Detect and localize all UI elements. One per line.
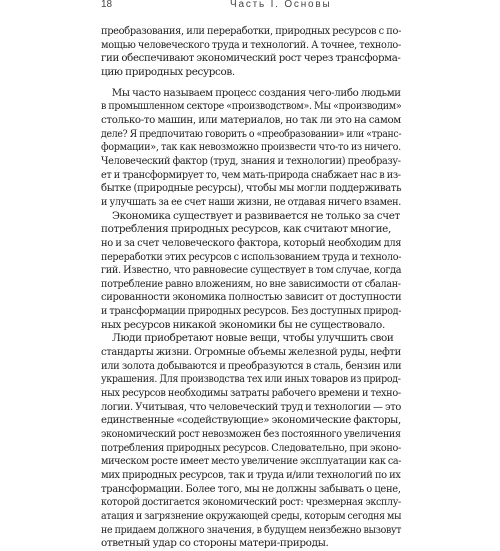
body-text — [101, 25, 401, 551]
text-line: атация и загрязнение окружающей среды, которым сегодня мы — [101, 509, 402, 522]
text-line: в промышленном секторе «производством». Мы «производим» — [101, 100, 402, 113]
text-line: не придаем должного значения, в будущем неизбежно вызовут — [101, 523, 402, 536]
text-line: формации», так как невозможно произвести что-то из ничего. — [101, 141, 401, 154]
text-line: и трансформации природных ресурсов. Без доступных природ- — [101, 305, 402, 318]
text-line: ных ресурсов необходимы затраты рабочего времени и техно- — [101, 387, 401, 400]
text-line: Мы часто называем процесс создания чего-либо людьми — [111, 86, 401, 99]
text-line: мощью человеческого труда и технологий. А точнее, техноло- — [101, 38, 401, 51]
text-line: бытке (природные ресурсы), чтобы мы могли поддерживать — [101, 182, 402, 195]
paragraph — [101, 210, 401, 333]
text-line: переработки этих ресурсов с использованием труда и техноло- — [101, 250, 402, 263]
text-line: и улучшать за ее счет наши жизни, не отдавая ничего взамен. — [101, 195, 402, 208]
text-line: ет и трансформирует то, чем мать-природа снабжает нас в из- — [101, 168, 401, 181]
text-line: потребления природных ресурсов. Следовательно, при эконо- — [101, 441, 401, 454]
text-line: логии. Учитывая, что человеческий труд и технологии — это — [101, 400, 402, 413]
text-line: ных ресурсов никакой экономики бы не существовало. — [101, 318, 385, 331]
paragraph-gap — [101, 80, 401, 87]
text-line: мическом росте имеет место увеличение эксплуатации как са- — [101, 455, 402, 468]
text-line: Люди приобретают новые вещи, чтобы улучшить свои — [112, 332, 394, 345]
text-line: ответный удар со стороны матери-природы. — [101, 537, 329, 550]
text-line: экономический рост невозможен без постоянного увеличения — [101, 428, 401, 441]
text-line: которой достигается экономический рост: чрезмерная эксплу- — [101, 496, 401, 509]
text-line: сированности экономика полностью зависит от доступности — [101, 291, 402, 304]
text-line: гий. Известно, что равновесие существует в том случае, когда — [101, 264, 402, 277]
text-line: но и за счет человеческого фактора, который необходим для — [101, 236, 402, 249]
text-line: стандарты жизни. Огромные объемы железной руды, нефти — [101, 346, 401, 359]
text-line: цию природных ресурсов. — [101, 65, 235, 78]
text-line: потребления природных ресурсов, как считают многие, — [101, 223, 391, 236]
text-line: Человеческий фактор (труд, знания и технологии) преобразу- — [101, 154, 401, 167]
text-line: украшения. Для производства тех или иных товаров из природ- — [101, 373, 401, 386]
page-number: 18 — [101, 0, 113, 10]
part-title: Часть I. Основы — [230, 0, 332, 10]
text-line: преобразования, или переработки, природных ресурсов с по- — [101, 25, 402, 37]
running-head — [0, 0, 500, 12]
paragraph — [101, 332, 401, 551]
text-line: гии обеспечивают экономический рост через трансформа- — [101, 52, 401, 65]
text-line: мих природных ресурсов, так и труда и/или технологий по их — [101, 469, 401, 481]
text-line: трансформации. Более того, мы не должны забывать о цене, — [101, 482, 401, 495]
paragraph — [101, 25, 401, 80]
text-line: столько-то машин, или материалов, но так ли это на самом — [101, 113, 401, 126]
text-line: единственные «содействующие» экономические факторы, — [101, 414, 401, 427]
text-line: деле? Я предпочитаю говорить о «преобразовании» или «транс- — [101, 127, 402, 140]
text-line: Экономика существует и развивается не только за счет — [112, 209, 400, 222]
text-line: или золота добываются и преобразуются в сталь, бензин или — [101, 359, 402, 372]
paragraph — [101, 87, 401, 210]
text-line: потребление равно вложениям, но вне зависимости от сбалан- — [101, 277, 401, 290]
